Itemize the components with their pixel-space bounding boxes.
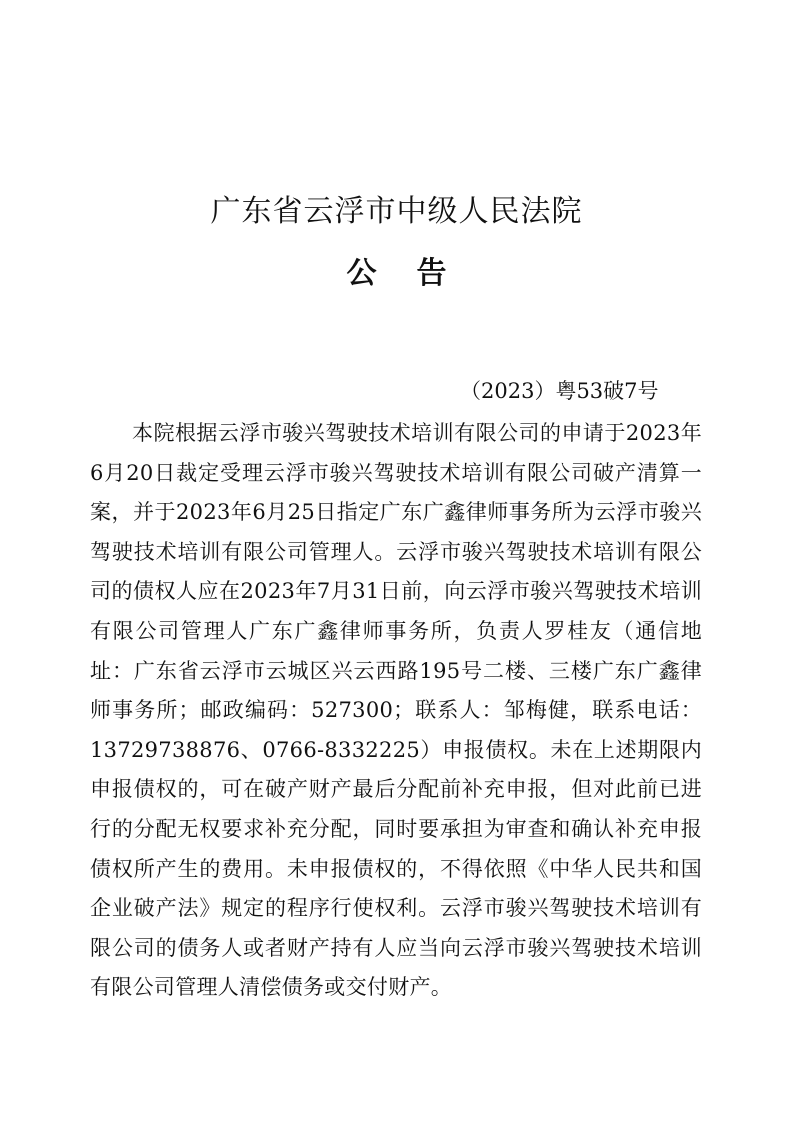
- notice-body-paragraph: 本院根据云浮市骏兴驾驶技术培训有限公司的申请于2023年6月20日裁定受理云浮市骏兴驾驶技术培训有限公司破产清算一案，并于2023年6月25日指定广东广鑫律师事务所为云浮市骏兴驾驶技术培训有限公司管理人。云浮市骏兴驾驶技术培训有限公司的债权人应在2023年7月31日前，向云浮市骏兴驾驶技术培训有限公司管理人广东广鑫律师事务所，负责人罗桂友（通信地址：广东省云浮市云城区兴云西路195号二楼、三楼广东广鑫律师事务所；邮政编码：527300；联系人：邹梅健，联系电话：13729738876、0766-8332225）申报债权。未在上述期限内申报债权的，可在破产财产最后分配前补充申报，但对此前已进行的分配无权要求补充分配，同时要承担为审查和确认补充申报债权所产生的费用。未申报债权的，不得依照《中华人民共和国企业破产法》规定的程序行使权利。云浮市骏兴驾驶技术培训有限公司的债务人或者财产持有人应当向云浮市骏兴驾驶技术培训有限公司管理人清偿债务或交付财产。: [90, 421, 702, 1000]
- notice-heading-text: 公告: [346, 256, 487, 291]
- notice-heading: [0, 254, 793, 294]
- case-number: （2023）粤53破7号: [460, 379, 659, 403]
- court-name-title: 广东省云浮市中级人民法院: [210, 194, 583, 229]
